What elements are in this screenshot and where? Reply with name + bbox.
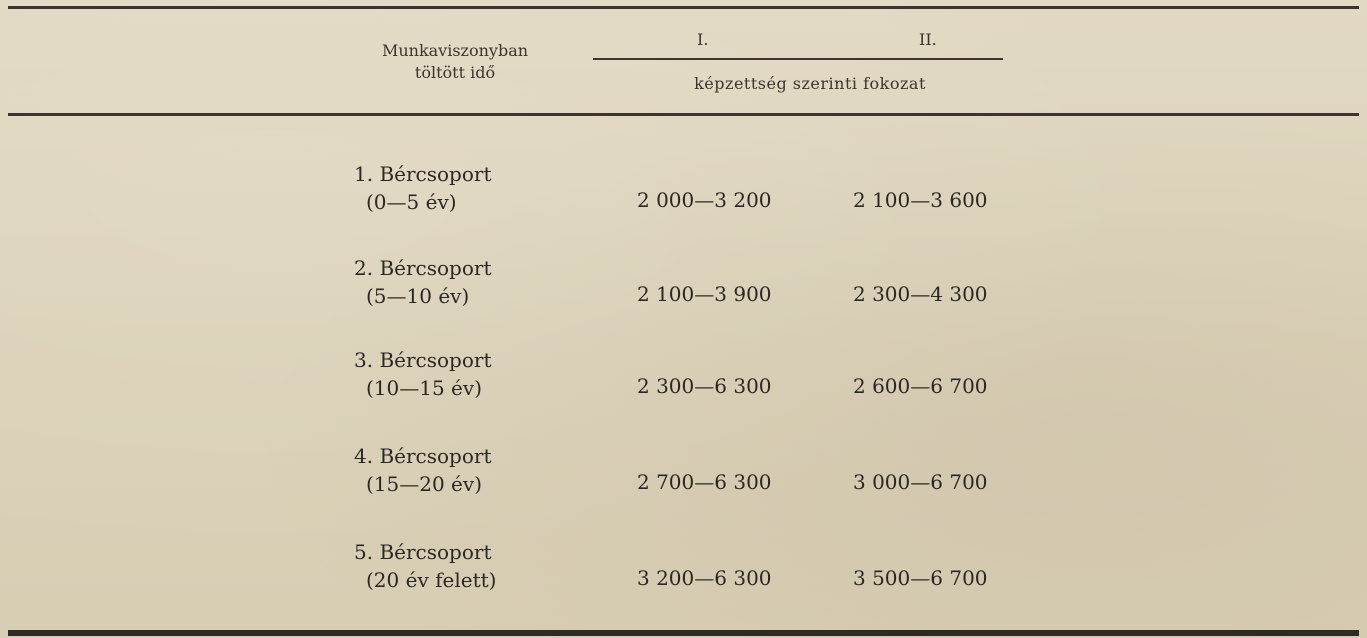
row-range-1: 2 700—6 300 [637,470,772,494]
table-row [0,538,1367,598]
table-row [0,442,1367,502]
row-label [354,160,491,216]
table-row [0,254,1367,314]
header-underline [593,58,1003,60]
header-column-1: I. [697,30,709,49]
header-time-line-1: Munkaviszonyban [381,41,529,60]
table-row [0,160,1367,220]
row-range-1: 2 100—3 900 [637,282,772,306]
row-period: (15—20 év) [366,472,482,496]
header-time-column [330,40,580,84]
row-label [354,254,491,310]
row-group: 4. Bércsoport [354,444,492,468]
row-range-2: 2 600—6 700 [853,374,988,398]
row-group: 1. Bércsoport [354,162,492,186]
row-range-2: 3 000—6 700 [853,470,988,494]
bottom-rule [8,630,1359,636]
row-range-1: 2 300—6 300 [637,374,772,398]
row-range-2: 2 100—3 600 [853,188,988,212]
row-period: (10—15 év) [366,376,482,400]
header-time-line-2: töltött idő [414,63,496,82]
header-column-2: II. [919,30,937,49]
row-label [354,442,491,498]
row-label [354,538,496,594]
row-range-1: 3 200—6 300 [637,566,772,590]
header-subheader: képzettség szerinti fokozat [694,74,926,93]
top-rule [8,6,1359,9]
row-label [354,346,491,402]
row-group: 2. Bércsoport [354,256,492,280]
row-range-2: 3 500—6 700 [853,566,988,590]
table-row [0,346,1367,406]
row-range-1: 2 000—3 200 [637,188,772,212]
row-period: (5—10 év) [366,284,470,308]
header-rule [8,113,1359,116]
row-group: 3. Bércsoport [354,348,492,372]
row-period: (20 év felett) [366,568,497,592]
row-range-2: 2 300—4 300 [853,282,988,306]
row-group: 5. Bércsoport [354,540,492,564]
row-period: (0—5 év) [366,190,457,214]
